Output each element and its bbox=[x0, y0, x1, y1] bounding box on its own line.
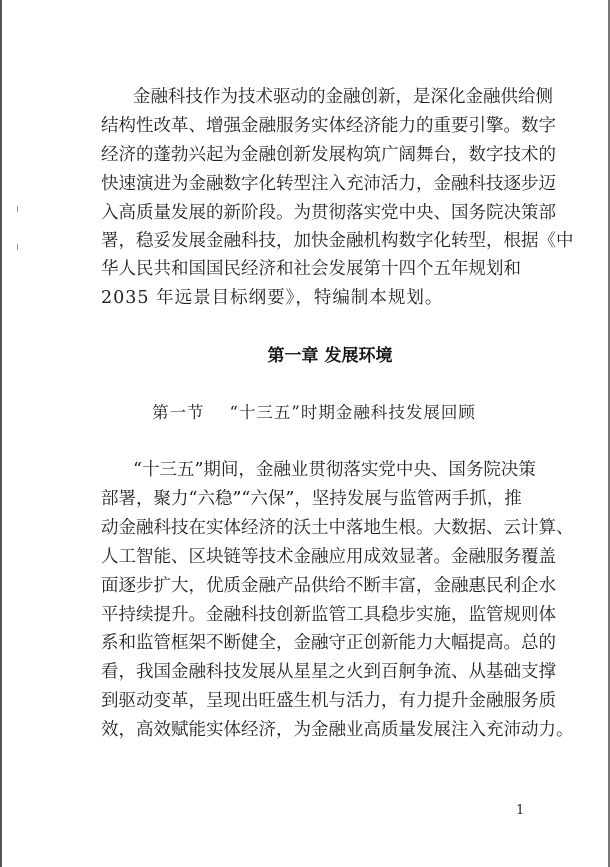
text-line: 动金融科技在实体经济的沃土中落地生根。大数据、云计算、 bbox=[101, 518, 574, 538]
text-line: 入高质量发展的新阶段。为贯彻落实党中央、国务院决策部 bbox=[101, 203, 556, 223]
text-line: 华人民共和国国民经济和社会发展第十四个五年规划和 bbox=[101, 259, 521, 279]
text-line: “十三五”期间，金融业贯彻落实党中央、国务院决策 bbox=[133, 460, 536, 480]
margin-mark bbox=[17, 244, 18, 250]
text-line: 系和监管框架不断健全，金融守正创新能力大幅提高。总的 bbox=[101, 633, 556, 653]
page-number: 1 bbox=[516, 803, 525, 818]
text-line: 人工智能、区块链等技术金融应用成效显著。金融服务覆盖 bbox=[101, 547, 556, 567]
chapter-heading: 第一章 发展环境 bbox=[267, 346, 393, 366]
text-line: 经济的蓬勃兴起为金融创新发展构筑广阔舞台，数字技术的 bbox=[101, 145, 556, 165]
text-line: 部署，聚力“六稳”“六保”，坚持发展与监管两手抓，推 bbox=[101, 489, 522, 509]
text-line: 金融科技作为技术驱动的金融创新，是深化金融供给侧 bbox=[133, 87, 553, 107]
text-line: 看，我国金融科技发展从星星之火到百舸争流、从基础支撑 bbox=[101, 662, 556, 682]
text-line: 面逐步扩大，优质金融产品供给不断丰富，金融惠民利企水 bbox=[101, 576, 556, 596]
text-line: 快速演进为金融数字化转型注入充沛活力，金融科技逐步迈 bbox=[101, 174, 556, 194]
section-heading: 第一节 “十三五”时期金融科技发展回顾 bbox=[152, 403, 476, 422]
text-line: 结构性改革、增强金融服务实体经济能力的重要引擎。数字 bbox=[101, 116, 556, 136]
text-line: 到驱动变革，呈现出旺盛生机与活力，有力提升金融服务质 bbox=[101, 691, 556, 711]
text-line: 2035 年远景目标纲要》，特编制本规划。 bbox=[101, 288, 444, 308]
text-line: 平持续提升。金融科技创新监管工具稳步实施，监管规则体 bbox=[101, 605, 556, 625]
text-line: 效，高效赋能实体经济，为金融业高质量发展注入充沛动力。 bbox=[101, 720, 574, 740]
page-left-edge bbox=[0, 0, 2, 867]
margin-mark bbox=[17, 206, 18, 212]
text-line: 署，稳妥发展金融科技，加快金融机构数字化转型，根据《中 bbox=[101, 231, 574, 251]
